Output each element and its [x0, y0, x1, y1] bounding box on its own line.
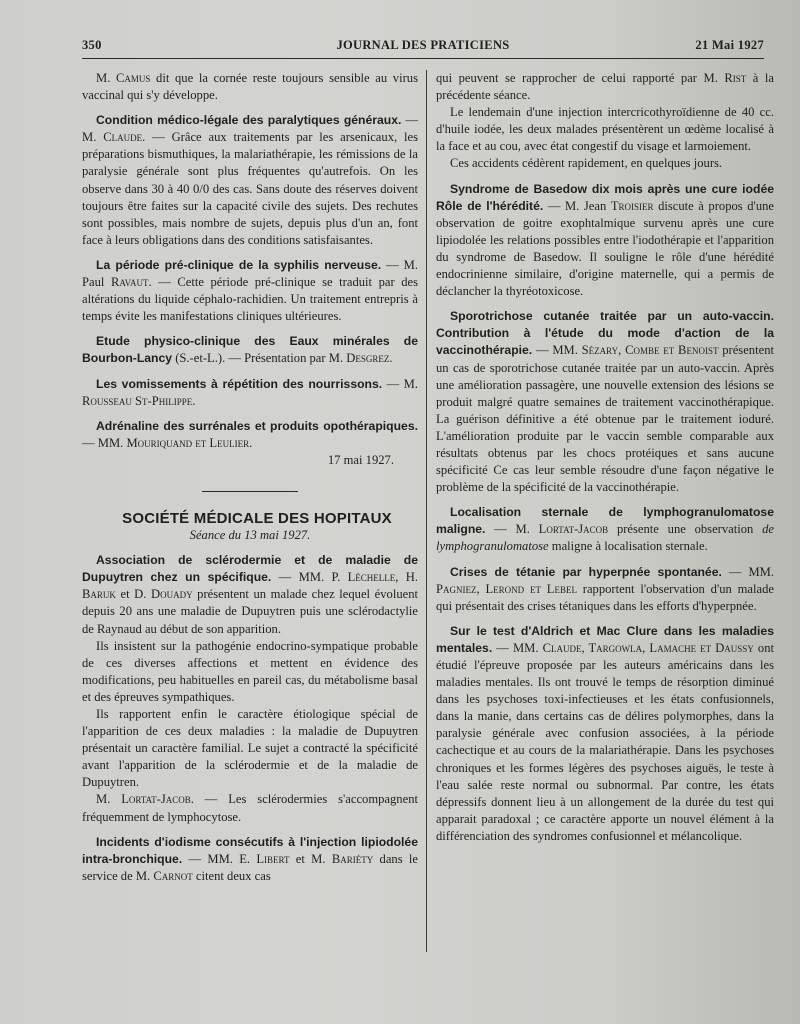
section-tetanie: Crises de tétanie par hyperpnée spontanée. — MM. Pagniez, Lerond et Lebel rapportent l'observation d'un malade qui présentait des crises tétaniques dans les efforts d'hyperpnée.: [436, 564, 775, 613]
section-title: Condition médico-légale des paralytiques généraux.: [96, 113, 402, 128]
section-title: Les vomissements à répétition des nourrissons.: [96, 376, 383, 391]
issue-date: 21 Mai 1927: [695, 38, 764, 52]
section-title: Crises de tétanie par hyperpnée spontanée.: [450, 564, 722, 579]
section-basedow: Syndrome de Basedow dix mois après une cure iodée Rôle de l'hérédité. — M. Jean Troisier discute à propos d'une observation de goitre exophtalmique survenu après une cure lipiodolée les relations possibles entre l'iodothérapie et l'apparition du syndrome de Basedow. Il souligne le rôle d'une hérédité endocrinienne similaire, d'origine maternelle, qui a permis de déclancher la thyréotoxicose.: [436, 181, 774, 299]
section-title: Localisation sternale de lymphogranulomatose maligne.: [436, 505, 774, 537]
section-title: La période pré-clinique de la syphilis nerveuse.: [96, 257, 382, 272]
paragraph-camus: M. Camus dit que la cornée reste toujours sensible au virus vaccinal qui s'y développe.: [82, 71, 418, 103]
section-iodisme: Incidents d'iodisme consécutifs à l'injection lipiodolée intra-bronchique. — MM. E. Libert et M. Bariéty dans le service de M. Carnot citent deux cas: [82, 834, 418, 883]
section-title: Sporotrichose cutanée traitée par un auto-vaccin. Contribution à l'étude du mode d'action de la vaccinothérapie.: [436, 309, 774, 358]
section-title: Incidents d'iodisme consécutifs à l'injection lipiodolée intra-bronchique.: [82, 834, 418, 866]
left-column: [82, 70, 418, 885]
section-title: Sur le test d'Aldrich et Mac Clure dans les maladies mentales.: [436, 623, 774, 655]
society-heading: SOCIÉTÉ MÉDICALE DES HOPITAUX: [122, 509, 392, 527]
page-number: 350: [82, 38, 102, 52]
section-condition-medico-legale: Condition médico-légale des paralytiques généraux. — M. Claude. — Grâce aux traitements par les arsenicaux, les préparations bismuthiques, la malariathérapie, les rémissions de la paralysie générale sont plus fréquentes qu'autrefois. On les observe dans 30 à 40 0/0 des cas. Sans doute des réserves doivent toujours être faites sur la capacité civile des sujets. Des rechutes sont possibles, mais nombre de sujets, depuis plus d'un an, font face à leurs obligations dans des conditions satisfaisantes.: [82, 113, 418, 247]
section-periode-pre-clinique: La période pré-clinique de la syphilis nerveuse. — M. Paul Ravaut. — Cette période pré-clinique se traduit par des altérations du liquide céphalo-rachidien. Un traitement entrepris à temps évite les manifestations cliniques ultérieures.: [82, 257, 418, 324]
page-header: [82, 36, 764, 58]
section-test-aldrich: Sur le test d'Aldrich et Mac Clure dans les maladies mentales. — MM. Claude, Targowla, Lamache et Daussy ont étudié l'épreuve proposée par les auteurs américains dans les maladies mentales. Ils ont trouvé le temps de résorption diminué dans les psychoses toxi-infectieuses et les états confusionnels, dans la manie, dans certains cas de délires polymorphes, dans la paralysie générale avec confusion associées, à la période cachectique et au cours de la malariathérapie. Dans les psychoses chroniques et les formes légères des psychoses aiguës, le teste à l'eau salée reste normal ou subnormal. Par contre, les états dépressifs donnent lieu à un allongement de la durée du test qui apparait paradoxal ; ce caractère apporte un nouvel élément à la différenciation des syndromes confusionnel et mélancolique.: [436, 623, 774, 843]
section-adrenaline: Adrénaline des surrénales et produits opothérapiques. — MM. Mouriquand et Leulier. 17 mai 1927.: [82, 418, 418, 469]
column-divider: [426, 70, 427, 952]
section-title: Etude physico-clinique des Eaux minérales de Bourbon-Lancy: [82, 334, 418, 366]
section-vomissements: Les vomissements à répétition des nourrissons. — M. Rousseau St-Philippe.: [82, 376, 418, 408]
seance-date: Séance du 13 mai 1927.: [189, 528, 311, 543]
section-title: Association de sclérodermie et de maladie de Dupuytren chez un spécifique.: [82, 553, 418, 585]
section-sporotrichose: Sporotrichose cutanée traitée par un auto-vaccin. Contribution à l'étude du mode d'action de la vaccinothérapie. — MM. Sézary, Combe et Benoist présentent un cas de sporotrichose cutanée traitée par un auto-vaccin. Après une amélioration passagère, une nouvelle extension des lésions se produit malgré quatre semaines de traitement vaccinothérapique. La guérison définitive a été obtenue par le traitement ioduré. L'amélioration produite par le vaccin semble comparable aux résultats obtenus par les chocs protéiques et sans aucune spécificité Ce cas leur semble résoudre d'une façon négative le problème de la spécificité de la vaccinothérapie.: [436, 309, 774, 495]
section-sclerodermie: Association de sclérodermie et de maladie de Dupuytren chez un spécifique. — MM. P. Léchelle, H. Baruk et D. Douady présentent un malade chez lequel évoluent depuis 20 ans une maladie de Dupuytren puis une sclérodactylie de Raynaud au début de son apparition. Ils insistent sur la pathogénie endocrino-sympatique probable de ces diverses affections et mettent en évidence des modifications, peu habituelles en pareil cas, du métabolisme basal et des épreuves sympathiques. Ils rapportent enfin le caractère étiologique spécial de l'apparition de ces deux maladies : la maladie de Dupuytren présentait un caractère familial. Le sujet a contracté la spécificité avant l'apparition de la sclérodermie et de la maladie de Dupuytren. M. Lortat-Jacob. — Les sclérodermies s'accompagnent fréquemment de lymphocytose.: [82, 553, 418, 824]
section-separator: [202, 491, 298, 492]
section-lymphogranulomatose: Localisation sternale de lymphogranulomatose maligne. — M. Lortat-Jacob présente une observation de lymphogranulomatose maligne à localisation sternale.: [436, 505, 774, 554]
journal-title: JOURNAL DES PRATICIENS: [336, 38, 510, 52]
header-rule: [82, 58, 764, 59]
session-date: 17 mai 1927.: [327, 452, 394, 467]
right-column: qui peuvent se rapprocher de celui rapporté par M. Rist à la précédente séance. Le lendemain d'une injection intercricothyroïdienne de 40 cc. d'huile iodée, les deux malades présentèrent un œdème localisé à la face et au cou, avec état congestif du visage et larmoiement. Ces accidents cédèrent rapidement, en quelques jours. Syndrome de Basedow dix mois après une cure iodée Rôle de l'hérédité. — M. Jean Troisier discute à propos d'une observation de goitre exophtalmique survenu après une cure lipiodolée les relations possibles entre l'iodothérapie et l'apparition du syndrome de Basedow. Il souligne le rôle d'une hérédité endocrinienne similaire, d'origine maternelle, qui a permis de déclancher la thyréotoxicose. Sporotrichose cutanée traitée par un auto-vaccin. Contribution à l'étude du mode d'action de la vaccinothérapie. — MM. Sézary, Combe et Benoist présentent un cas de sporotrichose cutanée traitée par un auto-vaccin. Après une amélioration passagère, une nouvelle extension des lésions se produit malgré quatre semaines de traitement vaccinothérapique. La guérison définitive a été obtenue par le traitement ioduré. L'amélioration produite par le vaccin semble comparable aux résultats obtenus par les chocs protéiques et sans aucune spécificité Ce cas leur semble résoudre d'une façon négative le problème de la spécificité de la vaccinothérapie. Localisation sternale de lymphogranulomatose maligne. — M. Lortat-Jacob présente une observation de lymphogranulomatose maligne à localisation sternale. Crises de tétanie par hyperpnée spontanée. — MM. Pagniez, Lerond et Lebel rapportent l'observation d'un malade qui présentait des crises tétaniques dans les efforts d'hyperpnée. Sur le test d'Aldrich et Mac Clure dans les maladies mentales. — MM. Claude, Targowla, Lamache et Daussy ont étudié l'épreuve proposée par les auteurs américains dans les maladies mentales. Ils ont trouvé le temps de résorption diminué dans les psychoses toxi-infectieuses et les états confusionnels, dans la manie, dans certains cas de délires polymorphes, dans la paralysie générale avec confusion associées, à la période cachectique et au cours de la malariathérapie. Dans les psychoses chroniques et les formes légères des psychoses aiguës, le teste à l'eau salée reste normal ou subnormal. Par contre, les états dépressifs donnent lieu à un allongement de la durée du test qui apparait paradoxal ; ce caractère apporte un nouvel élément à la différenciation des syndromes confusionnel et mélancolique.: [436, 70, 774, 845]
paragraph-continuation: qui peuvent se rapprocher de celui rapporté par M. Rist à la précédente séance.: [436, 71, 774, 103]
section-title: Adrénaline des surrénales et produits opothérapiques.: [96, 418, 418, 433]
section-title: Syndrome de Basedow dix mois après une cure iodée Rôle de l'hérédité.: [436, 181, 774, 213]
section-eaux-minerales: Etude physico-clinique des Eaux minérales de Bourbon-Lancy (S.-et-L.). — Présentation par M. Desgrez.: [82, 334, 418, 366]
